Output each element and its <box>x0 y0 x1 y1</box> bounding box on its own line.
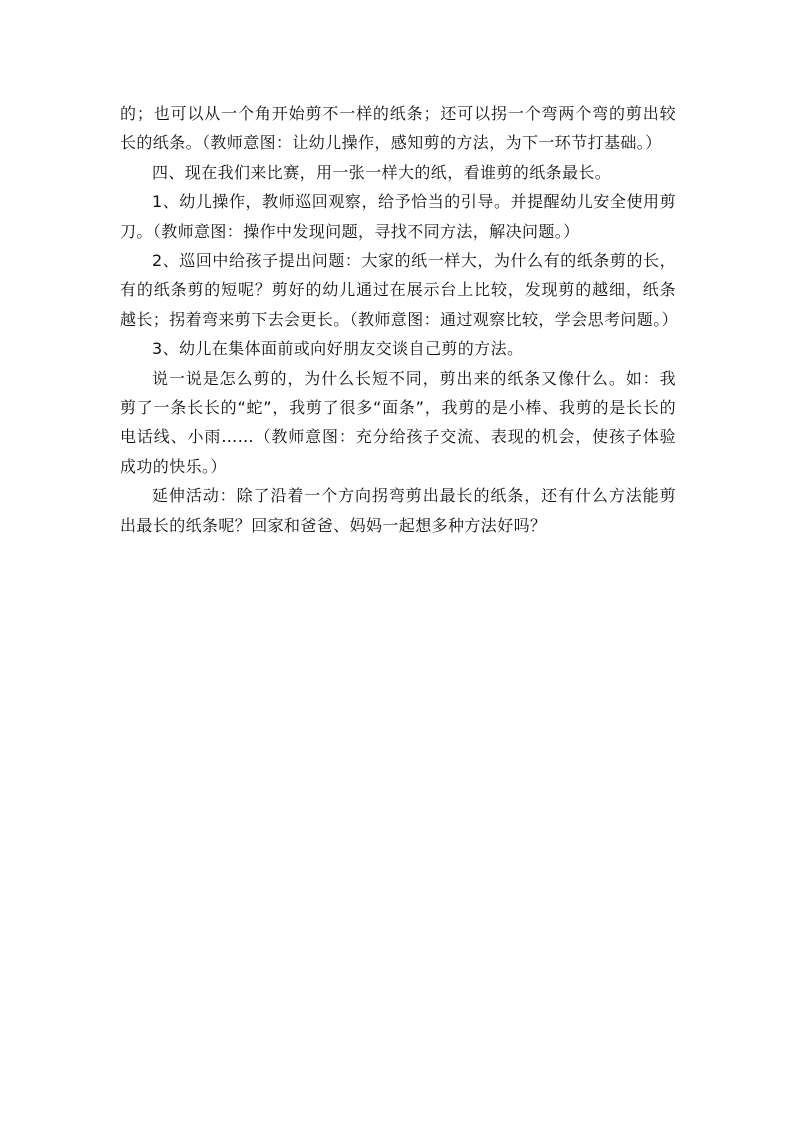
paragraph-continuation: 的；也可以从一个角开始剪不一样的纸条；还可以拐一个弯两个弯的剪出较长的纸条。（教师意图：让幼儿操作，感知剪的方法，为下一环节打基础。） <box>120 104 676 153</box>
paragraph-item-2: 2、巡回中给孩子提出问题：大家的纸一样大，为什么有的纸条剪的长，有的纸条剪的短呢？剪好的幼儿通过在展示台上比较，发现剪的越细，纸条越长；拐着弯来剪下去会更长。（教师意图：通过观察比较，学会思考问题。） <box>120 251 679 329</box>
document-body <box>120 99 679 540</box>
paragraph-extension-activity: 延伸活动：除了沿着一个方向拐弯剪出最长的纸条，还有什么方法能剪出最长的纸条呢？回家和爸爸、妈妈一起想多种方法好吗？ <box>120 486 676 535</box>
paragraph-discussion: 说一说是怎么剪的，为什么长短不同，剪出来的纸条又像什么。如：我剪了一条长长的“蛇”，我剪了很多“面条”，我剪的是小棒、我剪的是长长的电话线、小雨……（教师意图：充分给孩子交流、表现的机会，使孩子体验成功的快乐。） <box>120 368 676 476</box>
paragraph-item-1: 1、幼儿操作，教师巡回观察，给予恰当的引导。并提醒幼儿安全使用剪刀。（教师意图：操作中发现问题，寻找不同方法，解决问题。） <box>120 192 676 241</box>
paragraph-step-four: 四、现在我们来比赛，用一张一样大的纸，看谁剪的纸条最长。 <box>152 162 612 182</box>
paragraph-item-3: 3、幼儿在集体面前或向好朋友交谈自己剪的方法。 <box>152 339 524 359</box>
